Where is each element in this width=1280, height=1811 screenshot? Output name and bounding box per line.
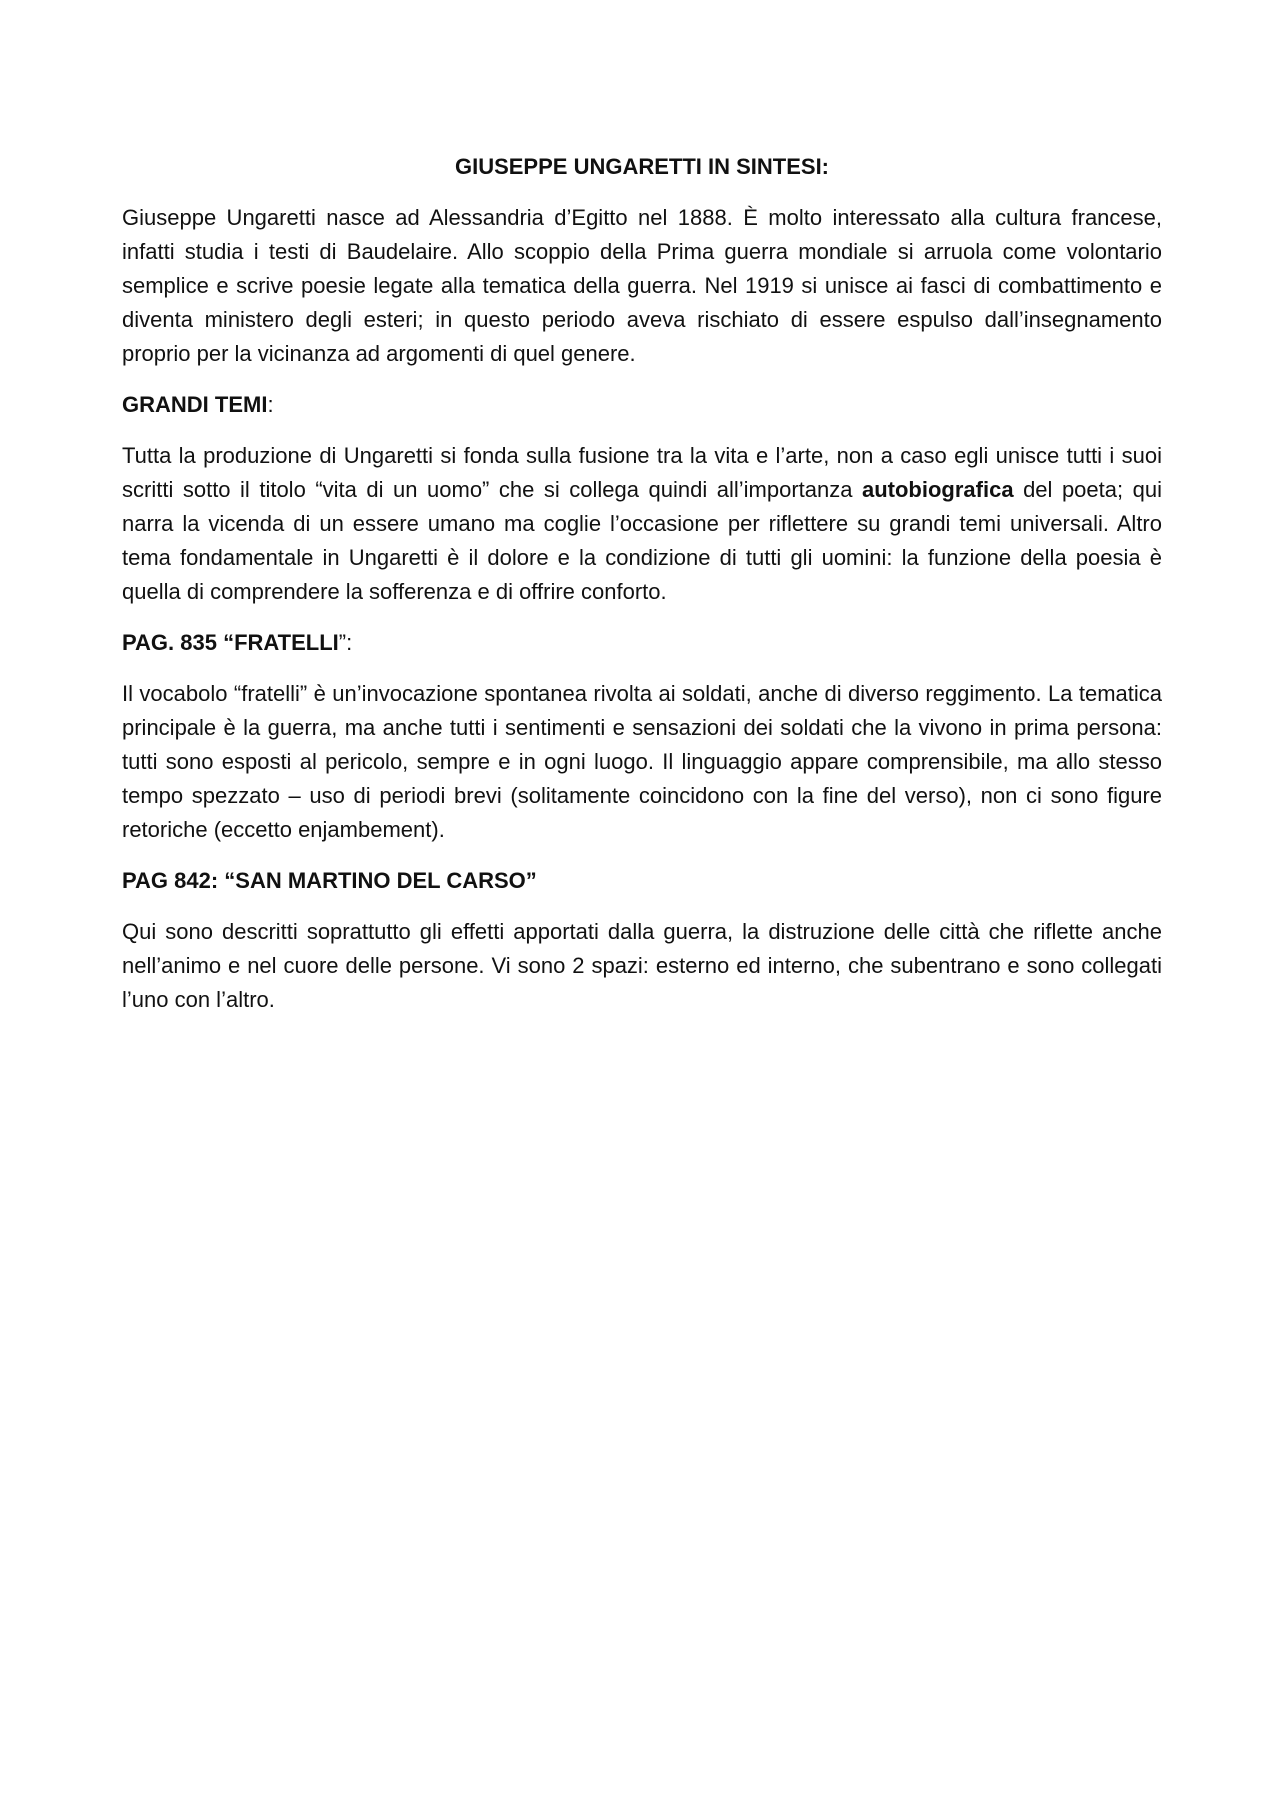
heading-san-martino-bold: PAG 842: “SAN MARTINO DEL CARSO” bbox=[122, 868, 537, 893]
grandi-temi-text-before: Tutta la produzione di Ungaretti si fonda sulla fusione tra la vita e l’arte, non a caso egli unisce tutti i suoi scritti sotto il titolo “vita di un uomo” che si collega quindi all’importanza bbox=[122, 443, 1162, 502]
san-martino-paragraph: Qui sono descritti soprattutto gli effetti apportati dalla guerra, la distruzione delle città che riflette anche nell’animo e nel cuore delle persone. Vi sono 2 spazi: esterno ed interno, che subentrano e sono collegati l’uno con l’altro. bbox=[122, 919, 1162, 1012]
document-page bbox=[122, 150, 1162, 1034]
grandi-temi-text-after: del poeta; qui narra la vicenda di un essere umano ma coglie l’occasione per riflettere su grandi temi universali. Altro tema fondamentale in Ungaretti è il dolore e la condizione di tutti gli uomini: la funzione della poesia è quella di comprendere la sofferenza e di offrire conforto. bbox=[122, 477, 1162, 604]
heading-grandi-temi-bold: GRANDI TEMI bbox=[122, 392, 268, 417]
fratelli-paragraph: Il vocabolo “fratelli” è un’invocazione spontanea rivolta ai soldati, anche di diverso reggimento. La tematica principale è la guerra, ma anche tutti i sentimenti e sensazioni dei soldati che la vivono in prima persona: tutti sono esposti al pericolo, sempre e in ogni luogo. Il linguaggio appare comprensibile, ma allo stesso tempo spezzato – uso di periodi brevi (solitamente coincidono con la fine del verso), non ci sono figure retoriche (eccetto enjambement). bbox=[122, 681, 1162, 842]
intro-paragraph: Giuseppe Ungaretti nasce ad Alessandria d’Egitto nel 1888. È molto interessato alla cultura francese, infatti studia i testi di Baudelaire. Allo scoppio della Prima guerra mondiale si arruola come volontario semplice e scrive poesie legate alla tematica della guerra. Nel 1919 si unisce ai fasci di combattimento e diventa ministero degli esteri; in questo periodo aveva rischiato di essere espulso dall’insegnamento proprio per la vicinanza ad argomenti di quel genere. bbox=[122, 205, 1162, 366]
heading-fratelli-rest: ”: bbox=[338, 630, 353, 655]
heading-fratelli bbox=[122, 626, 1162, 660]
grandi-temi-paragraph bbox=[122, 439, 1162, 609]
heading-fratelli-bold: PAG. 835 “FRATELLI bbox=[122, 630, 339, 655]
heading-grandi-temi-rest: : bbox=[267, 392, 274, 417]
grandi-temi-text-bold: autobiografica bbox=[861, 477, 1014, 502]
heading-san-martino bbox=[122, 864, 1162, 898]
document-title: GIUSEPPE UNGARETTI IN SINTESI: bbox=[454, 154, 830, 179]
heading-grandi-temi bbox=[122, 388, 1162, 422]
